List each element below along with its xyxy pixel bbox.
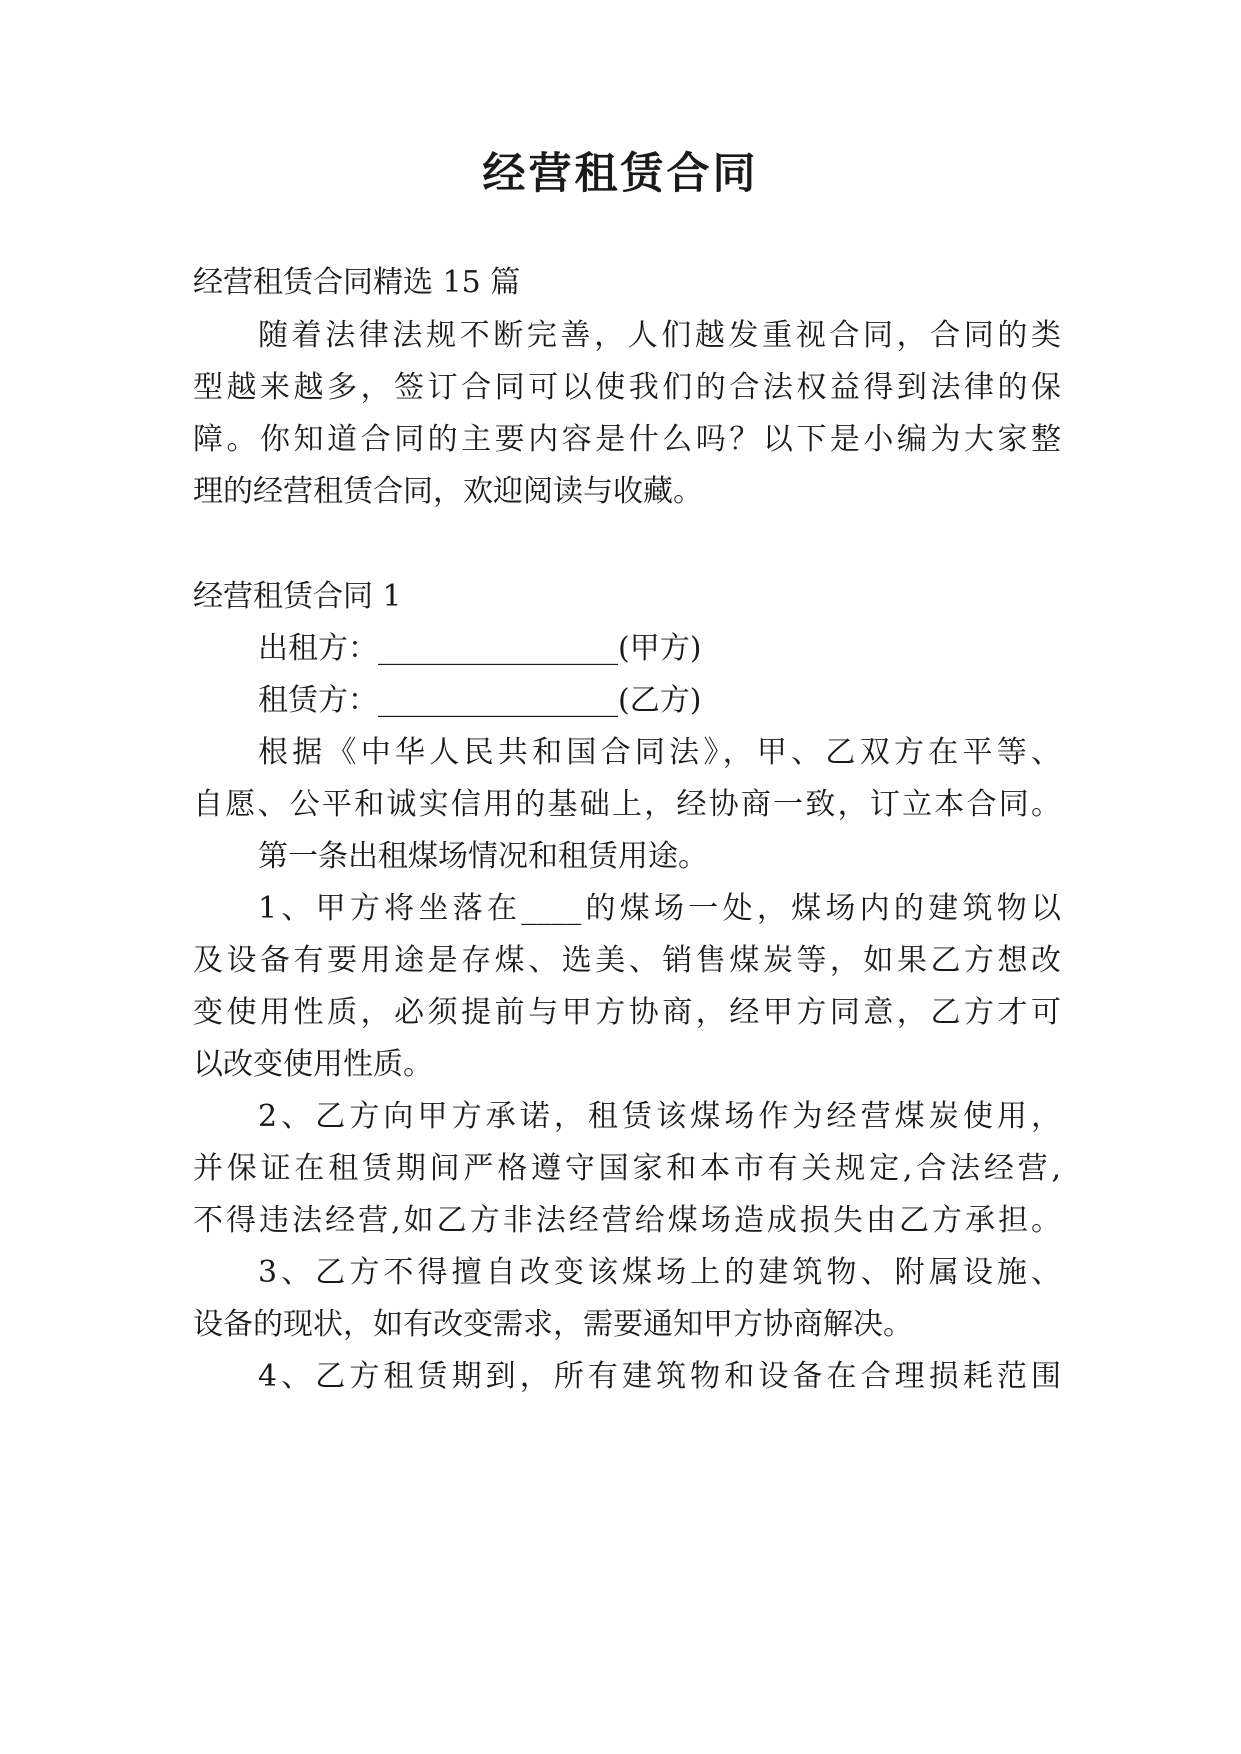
clause-line: 3、乙方不得擅自改变该煤场上的建筑物、附属设施、 (258, 1255, 1061, 1290)
intro-line: 理的经营租赁合同，欢迎阅读与收藏。 (193, 474, 703, 509)
preamble-line: 根据《中华人民共和国合同法》，甲、乙双方在平等、 (258, 735, 1061, 770)
clause-line: 1、甲方将坐落在____的煤场一处，煤场内的建筑物以 (258, 891, 1061, 926)
intro-line: 随着法律法规不断完善，人们越发重视合同，合同的类 (258, 318, 1061, 353)
preamble-line: 自愿、公平和诚实信用的基础上，经协商一致，订立本合同。 (193, 787, 1061, 822)
clause-line: 设备的现状，如有改变需求，需要通知甲方协商解决。 (193, 1307, 913, 1342)
clause-line: 及设备有要用途是存煤、选美、销售煤炭等，如果乙方想改 (193, 943, 1061, 978)
clause-line: 2、乙方向甲方承诺，租赁该煤场作为经营煤炭使用， (258, 1099, 1061, 1134)
clause-line: 以改变使用性质。 (193, 1047, 433, 1082)
intro-line: 型越来越多，签订合同可以使我们的合法权益得到法律的保 (193, 370, 1061, 405)
clause-line: 不得违法经营,如乙方非法经营给煤场造成损失由乙方承担。 (193, 1203, 1061, 1238)
document-subtitle: 经营租赁合同精选 15 篇 (193, 265, 521, 300)
lessee-line: 租赁方：________________(乙方) (258, 683, 702, 718)
section-heading: 经营租赁合同 1 (193, 579, 402, 614)
clause-line: 并保证在租赁期间严格遵守国家和本市有关规定,合法经营, (193, 1151, 1061, 1186)
article-heading: 第一条出租煤场情况和租赁用途。 (258, 839, 708, 874)
intro-line: 障。你知道合同的主要内容是什么吗？以下是小编为大家整 (193, 422, 1061, 457)
clause-line: 变使用性质，必须提前与甲方协商，经甲方同意，乙方才可 (193, 995, 1061, 1030)
document-title: 经营租赁合同 (482, 149, 759, 199)
lessor-line: 出租方：________________(甲方) (258, 631, 702, 666)
clause-line: 4、乙方租赁期到，所有建筑物和设备在合理损耗范围 (258, 1359, 1061, 1394)
